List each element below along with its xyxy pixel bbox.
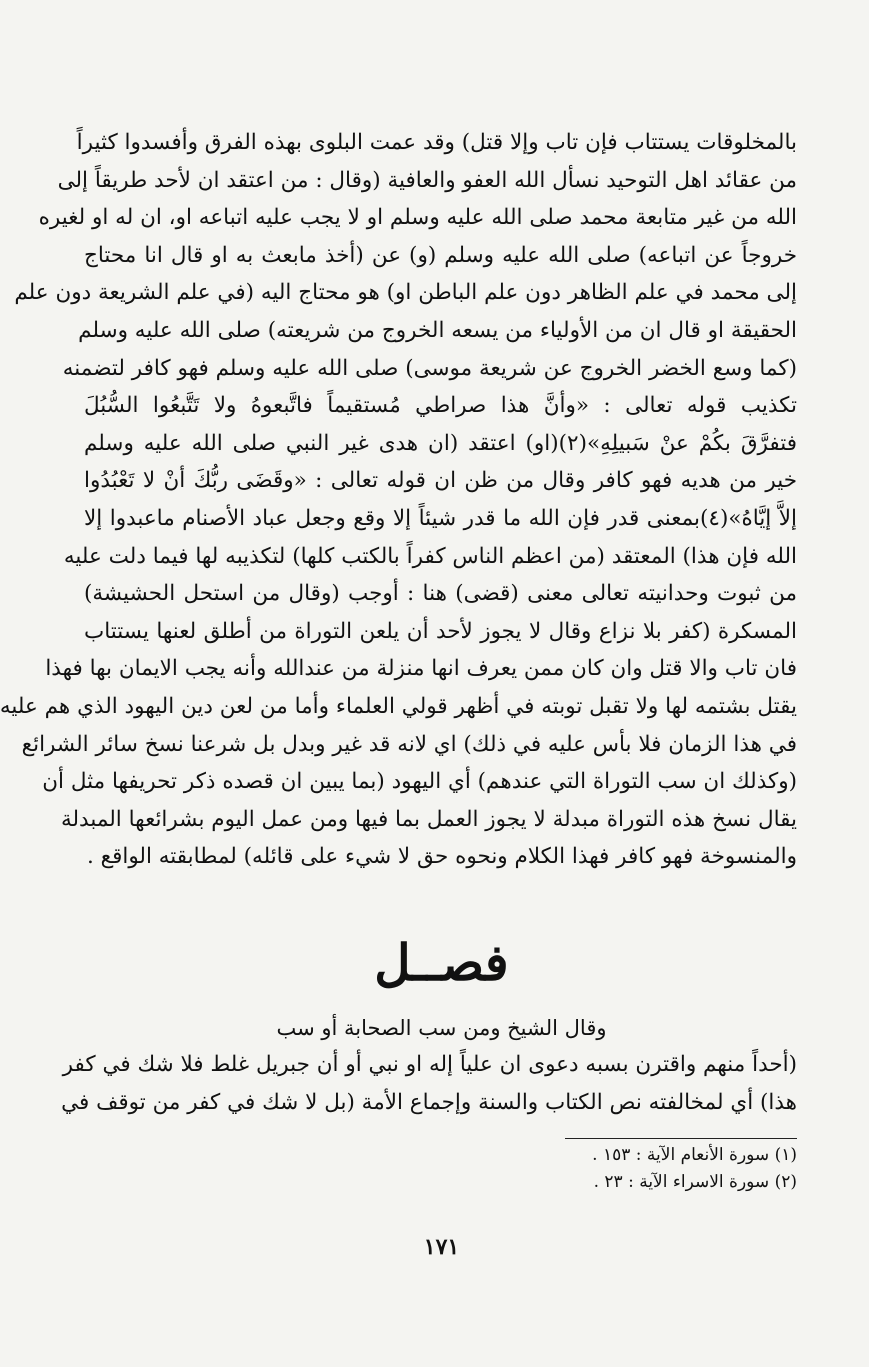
text-line: (كما وسع الخضر الخروج عن شريعة موسى) صلى الله عليه وسلم فهو كافر لتضمنه (62, 355, 797, 381)
text-line: من عقائد اهل التوحيد نسأل الله العفو والعافية (وقال : من اعتقد ان لأحد طريقاً إلى (57, 167, 797, 193)
page-number: ١٧١ (423, 1234, 460, 1260)
section-heading: فصــل (374, 933, 509, 992)
text-line: فان تاب والا قتل وان كان ممن يعرف انها منزلة من عندالله وأنه يجب الايمان بها فهذا (45, 656, 797, 682)
text-line: في هذا الزمان فلا بأس عليه في ذلك) اي لانه قد غير وبدل بل شرعنا نسخ سائر الشرائع (21, 731, 797, 757)
text-line: الله فإن هذا) المعتقد (من اعظم الناس كفراً بالكتب كلها) لتكذيبه لها فيما دلت عليه (63, 543, 797, 569)
text-line: تكذيب قوله تعالى : «وأنَّ هذا صراطي مُستقيماً فاتَّبعوهُ ولا تَتَّبعُوا السُّبُلَ (84, 393, 797, 419)
text-line: (أحداً منهم واقترن بسبه دعوى ان علياً إله او نبي أو أن جبريل غلط فلا شك في كفر (62, 1052, 797, 1077)
text-line: يقتل بشتمه لها ولا تقبل توبته في أظهر قولي العلماء وأما من لعن دين اليهود الذي هم عليه (0, 693, 797, 719)
section-text-block (61, 1046, 797, 1121)
text-line: بالمخلوقات يستتاب فإن تاب وإلا قتل) وقد عمت البلوى بهذه الفرق وأفسدوا كثيراً (76, 130, 797, 155)
footnote: (٢) سورة الاسراء الآية : ٢٣ . (593, 1172, 797, 1192)
text-line: المسكرة (كفر بلا نزاع وقال لا يجوز لأحد أن يلعن التوراة من أطلق لعنها يستتاب (84, 618, 797, 644)
text-line: خير من هديه فهو كافر وقال من ظن ان قوله تعالى : «وقَضَى ربُّكَ أنْ لا تَعْبُدُوا (84, 468, 797, 494)
text-line: هذا) أي لمخالفته نص الكتاب والسنة وإجماع الأمة (بل لا شك في كفر من توقف في (61, 1089, 797, 1115)
text-line: من ثبوت وحدانيته تعالى معنى (قضى) هنا : أوجب (وقال من استحل الحشيشة) (84, 581, 797, 607)
main-text-block (0, 124, 798, 876)
text-line: (وكذلك ان سب التوراة التي عندهم) أي اليهود (بما يبين ان قصده ذكر تحريفها مثل أن (42, 769, 797, 795)
footnote-divider (565, 1138, 797, 1139)
text-line: الحقيقة او قال ان من الأولياء من يسعه الخروج من شريعته) صلى الله عليه وسلم (78, 317, 797, 343)
section-subheading: وقال الشيخ ومن سب الصحابة أو سب (276, 1016, 607, 1040)
text-line: إلى محمد في علم الظاهر دون علم الباطن او) هو محتاج اليه (في علم الشريعة دون علم (14, 280, 797, 306)
text-line: والمنسوخة فهو كافر فهذا الكلام ونحوه حق لا شيء على قائله) لمطابقته الواقع . (86, 844, 797, 870)
text-line: يقال نسخ هذه التوراة مبدلة لا يجوز العمل بما فيها ومن عمل اليوم بشرائعها المبدلة (60, 806, 797, 832)
footnotes (414, 1142, 797, 1196)
text-line: إلاَّ إيَّاهُ»(٤)بمعنى قدر فإن الله ما قدر شيئاً إلا وقع وجعل عباد الأصنام ماعبدوا إلا (84, 505, 798, 531)
text-line: فتفرَّقَ بكُمْ عنْ سَبيلِهِ»(٢)(او) اعتقد (ان هدى غير النبي صلى الله عليه وسلم (84, 430, 798, 456)
text-line: خروجاً عن اتباعه) صلى الله عليه وسلم (و) عن (أخذ مابعث به او قال انا محتاج (84, 242, 797, 268)
text-line: الله من غير متابعة محمد صلى الله عليه وسلم او لا يجب عليه اتباعه او، ان له او لغيره (38, 205, 797, 231)
footnote: (١) سورة الأنعام الآية : ١٥٣ . (592, 1145, 797, 1165)
section-heading-container (14, 928, 869, 998)
